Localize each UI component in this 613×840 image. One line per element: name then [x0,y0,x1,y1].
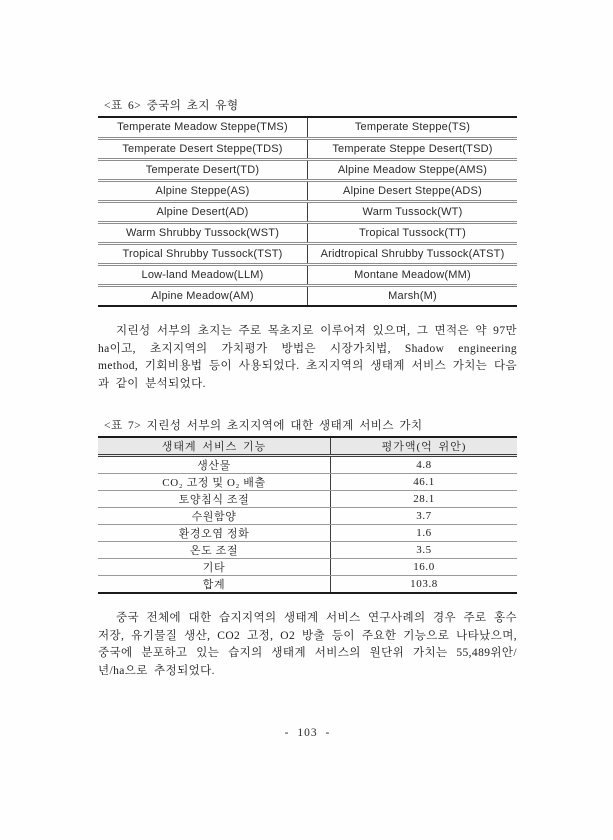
table-cell: Alpine Steppe(AS) [98,180,308,201]
column-header-function: 생태계 서비스 기능 [98,437,331,456]
table-row [98,180,517,201]
table-row [98,525,517,542]
table-header-row [98,437,517,456]
table-cell: Alpine Meadow Steppe(AMS) [308,159,518,180]
paragraph-wetland-analysis: 중국 전체에 대한 습지지역의 생태계 서비스 연구사례의 경우 주로 홍수저장, 유기물질 생산, CO2 고정, O2 방출 등이 주요한 기능으로 나타났으며, 중국에 분포하고 있는 습지의 생태계 서비스의 원단위 가치는 55,489위안/년/ha으로 추정되었다. [98,612,517,677]
table-cell: Tropical Tussock(TT) [308,222,518,243]
page-number: - 103 - [284,727,331,739]
table-row [98,491,517,508]
table6-caption: <표 6> 중국의 초지 유형 [104,100,239,112]
table-row [98,474,517,491]
table-cell: Montane Meadow(MM) [308,264,518,285]
grassland-types-table [98,116,517,307]
table-cell: Marsh(M) [388,289,437,302]
table-row [98,117,517,138]
table-cell: 기타 [98,559,331,576]
table-row [98,201,517,222]
table7-caption: <표 7> 지린성 서부의 초지지역에 대한 생태계 서비스 가치 [104,420,423,432]
table-cell: Tropical Shrubby Tussock(TST) [98,243,308,264]
table-cell: Alpine Meadow(AM) [98,285,308,306]
table-row [98,159,517,180]
table-cell: 합계 [98,576,331,594]
table-row [98,456,517,474]
table-row [98,243,517,264]
table-cell: 환경오염 정화 [98,525,331,542]
table-cell: 3.7 [331,508,517,525]
table-cell: 1.6 [331,525,517,542]
table-cell: 수원함양 [98,508,331,525]
table-cell: 103.8 [410,578,438,590]
table-row [98,576,517,594]
table-row [98,222,517,243]
table-cell: Temperate Desert(TD) [98,159,308,180]
table-cell: 온도 조절 [98,542,331,559]
table-cell: 4.8 [331,456,517,474]
table-cell: Aridtropical Shrubby Tussock(ATST) [308,243,518,264]
table-cell: Alpine Desert(AD) [98,201,308,222]
table-row [98,559,517,576]
table-cell: Temperate Steppe(TS) [308,117,518,138]
table-row [98,508,517,525]
column-header-value: 평가액(억 위안) [331,437,517,456]
table-cell: 3.5 [331,542,517,559]
table-cell: 생산물 [98,456,331,474]
table-cell: Temperate Steppe Desert(TSD) [308,138,518,159]
table-cell: Temperate Desert Steppe(TDS) [98,138,308,159]
table-cell: Warm Tussock(WT) [308,201,518,222]
table-cell: Temperate Meadow Steppe(TMS) [98,117,308,138]
content-column [98,97,517,680]
table-cell: Low-land Meadow(LLM) [98,264,308,285]
table-row [98,285,517,306]
table-cell: CO₂ 고정 및 O₂ 배출 [98,474,331,491]
table-cell: Warm Shrubby Tussock(WST) [98,222,308,243]
table-row [98,138,517,159]
table-cell: 토양침식 조절 [98,491,331,508]
table-cell: 16.0 [331,559,517,576]
paragraph-grassland-analysis: 지린성 서부의 초지는 주로 목초지로 이루어져 있으며, 그 면적은 약 97만ha이고, 초지지역의 가치평가 방법은 시장가치법, Shadow engineering method, 기회비용법 등이 사용되었다. 초지지역의 생태계 서비스 가치는 다음과 같이 분석되었다. [98,325,517,390]
table-cell: 46.1 [331,474,517,491]
table-cell: 28.1 [331,491,517,508]
table-row [98,542,517,559]
table-row [98,264,517,285]
ecosystem-service-value-table [98,436,517,594]
table-cell: Alpine Desert Steppe(ADS) [308,180,518,201]
